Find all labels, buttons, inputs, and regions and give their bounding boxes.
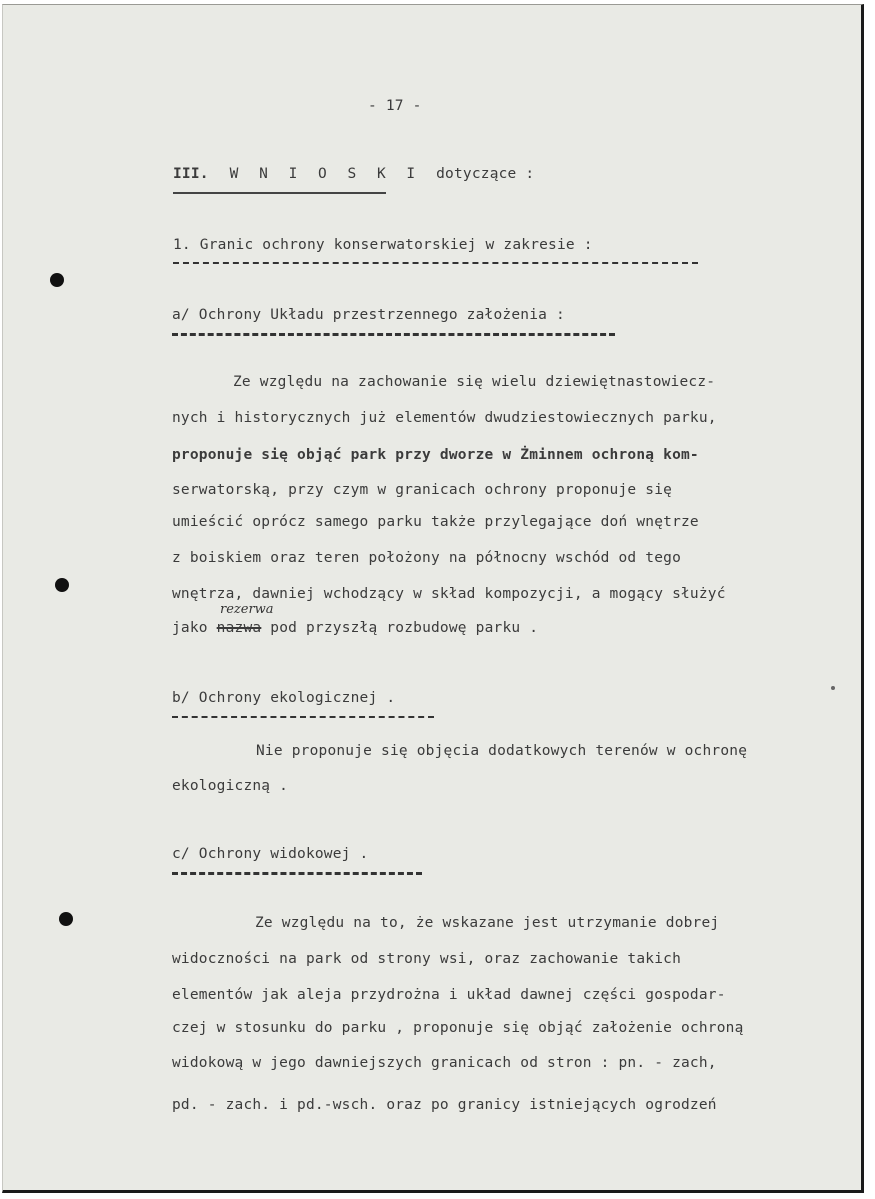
handwritten-correction: rezerwa xyxy=(220,602,274,617)
subsection-c-underline xyxy=(172,872,422,875)
subsection-a-line-7: wnętrza, dawniej wchodzący w skład kompozycji, a mogący służyć xyxy=(172,586,726,602)
struck-word: nazwa xyxy=(216,620,262,636)
page-number: - 17 - xyxy=(368,98,422,114)
heading-word: W N I O S K I xyxy=(229,166,422,182)
subsection-a-title: a/ Ochrony Układu przestrzennego założenia : xyxy=(172,307,565,323)
subsection-c-line-1: Ze względu na to, że wskazane jest utrzymanie dobrej xyxy=(255,915,720,931)
subsection-a-line-4: serwatorską, przy czym w granicach ochrony proponuje się xyxy=(172,482,673,498)
subsection-b-line-2: ekologiczną . xyxy=(172,778,289,794)
subsection-c-title: c/ Ochrony widokowej . xyxy=(172,846,369,862)
subsection-a-line-1: Ze względu na zachowanie się wielu dziewiętnastowiecz- xyxy=(233,374,716,390)
heading xyxy=(173,166,534,182)
heading-underline xyxy=(173,192,386,194)
subsection-a-line-5: umieścić oprócz samego parku także przylegające doń wnętrze xyxy=(172,514,699,530)
subsection-a-line-6: z boiskiem oraz teren położony na północny wschód od tego xyxy=(172,550,681,566)
subsection-c-line-2: widoczności na park od strony wsi, oraz zachowanie takich xyxy=(172,951,681,967)
section-1-underline xyxy=(173,262,698,264)
section-1-title: 1. Granic ochrony konserwatorskiej w zakresie : xyxy=(173,237,593,253)
line-8-start: jako xyxy=(172,620,208,636)
punch-hole-bottom xyxy=(59,912,73,926)
subsection-a-underline xyxy=(172,333,615,336)
subsection-c-line-4: czej w stosunku do parku , proponuje się objąć założenie ochroną xyxy=(172,1020,744,1036)
punch-hole-middle xyxy=(55,578,69,592)
stray-mark xyxy=(831,686,835,690)
subsection-b-line-1: Nie proponuje się objęcia dodatkowych terenów w ochronę xyxy=(256,743,748,759)
heading-prefix: III. xyxy=(173,166,209,182)
subsection-b-underline xyxy=(172,716,434,718)
line-8-end: pod przyszłą rozbudowę parku . xyxy=(270,620,539,636)
subsection-c-line-5: widokową w jego dawniejszych granicach od stron : pn. - zach, xyxy=(172,1055,717,1071)
punch-hole-top xyxy=(50,273,64,287)
subsection-a-line-3: proponuje się objąć park przy dworze w Żminnem ochroną kom- xyxy=(172,447,699,463)
subsection-b-title: b/ Ochrony ekologicznej . xyxy=(172,690,396,706)
heading-suffix: dotyczące : xyxy=(436,166,535,182)
subsection-c-line-3: elementów jak aleja przydrożna i układ dawnej części gospodar- xyxy=(172,987,726,1003)
subsection-a-line-2: nych i historycznych już elementów dwudziestowiecznych parku, xyxy=(172,410,717,426)
subsection-a-line-8 xyxy=(172,620,538,636)
subsection-c-line-6: pd. - zach. i pd.-wsch. oraz po granicy istniejących ogrodzeń xyxy=(172,1097,717,1113)
